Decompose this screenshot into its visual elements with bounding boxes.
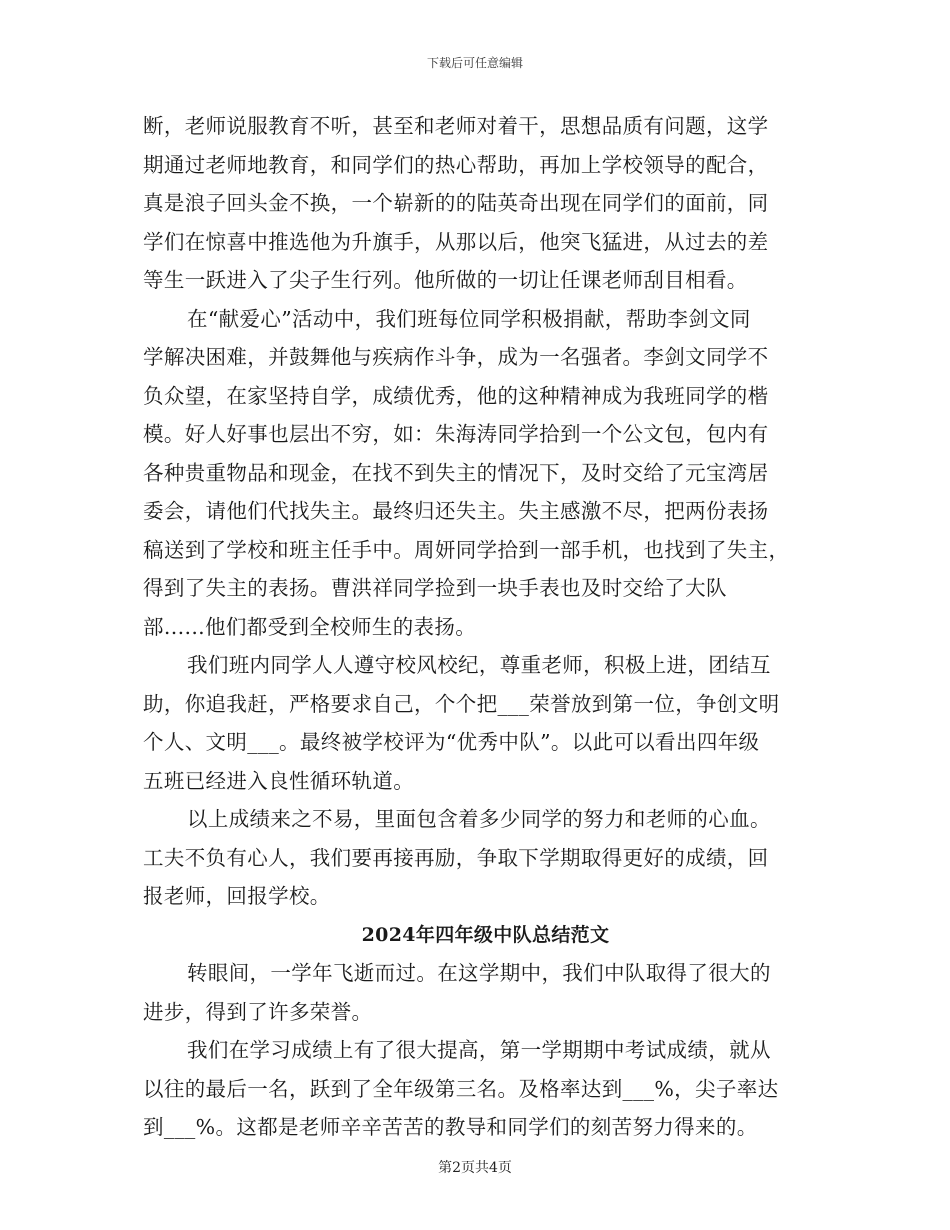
text-line: 部......他们都受到全校师生的表扬。 xyxy=(143,614,477,639)
paragraph-start-line: 我们班内同学人人遵守校风校纪，尊重老师，积极上进，团结互 xyxy=(187,653,771,677)
text-line: 进步，得到了许多荣誉。 xyxy=(143,999,373,1024)
text-line: 到___%。这都是老师辛辛苦苦的教导和同学们的刻苦努力得来的。 xyxy=(143,1115,758,1139)
paragraph-start-line: 在“献爱心”活动中，我们班每位同学积极捐献，帮助李剑文同 xyxy=(187,306,751,331)
page-header: 下载后可任意编辑 xyxy=(426,56,523,70)
text-line: 期通过老师地教育，和同学们的热心帮助，再加上学校领导的配合， xyxy=(143,152,769,177)
text-line: 报老师，回报学校。 xyxy=(143,884,331,908)
text-line: 五班已经进入良性循环轨道。 xyxy=(143,768,415,793)
text-line: 断，老师说服教育不听，甚至和老师对着干，思想品质有问题，这学 xyxy=(143,114,769,138)
text-line: 助，你追我赶，严格要求自己，个个把___荣誉放到第一位，争创文明 xyxy=(143,691,780,716)
text-line: 真是浪子回头金不换，一个崭新的的陆英奇出现在同学们的面前，同 xyxy=(143,191,769,215)
paragraph-start-line: 转眼间，一学年飞逝而过。在这学期中，我们中队取得了很大的 xyxy=(187,961,771,985)
text-line: 学解决困难，并鼓舞他与疾病作斗争，成为一名强者。李剑文同学不 xyxy=(143,345,769,369)
page-footer: 第2页共4页 xyxy=(438,1160,512,1176)
text-line: 以往的最后一名，跃到了全年级第三名。及格率达到___%，尖子率达 xyxy=(143,1076,779,1101)
text-line: 等生一跃进入了尖子生行列。他所做的一切让任课老师刮目相看。 xyxy=(143,268,748,292)
paragraph-start-line: 以上成绩来之不易，里面包含着多少同学的努力和老师的心血。 xyxy=(187,807,771,831)
text-line: 个人、文明___。最终被学校评为“优秀中队”。以此可以看出四年级 xyxy=(143,730,760,754)
text-line: 委会，请他们代找失主。最终归还失主。失主感激不尽，把两份表扬 xyxy=(143,499,769,523)
text-line: 学们在惊喜中推选他为升旗手，从那以后，他突飞猛进，从过去的差 xyxy=(143,229,769,254)
paragraph-start-line: 我们在学习成绩上有了很大提高，第一学期期中考试成绩，就从 xyxy=(187,1038,771,1062)
section-title: 2024年四年级中队总结范文 xyxy=(361,923,610,946)
text-line: 各种贵重物品和现金，在找不到失主的情况下，及时交给了元宝湾居 xyxy=(143,460,769,485)
text-line: 得到了失主的表扬。曹洪祥同学捡到一块手表也及时交给了大队 xyxy=(143,576,727,600)
text-line: 工夫不负有心人，我们要再接再励，争取下学期取得更好的成绩，回 xyxy=(143,845,769,870)
document-body xyxy=(143,107,808,1147)
text-line: 稿送到了学校和班主任手中。周妍同学拾到一部手机，也找到了失主， xyxy=(143,537,790,562)
text-line: 负众望，在家坚持自学，成绩优秀，他的这种精神成为我班同学的楷 xyxy=(143,383,769,408)
text-line: 模。好人好事也层出不穷，如：朱海涛同学拾到一个公文包，包内有 xyxy=(143,422,769,446)
